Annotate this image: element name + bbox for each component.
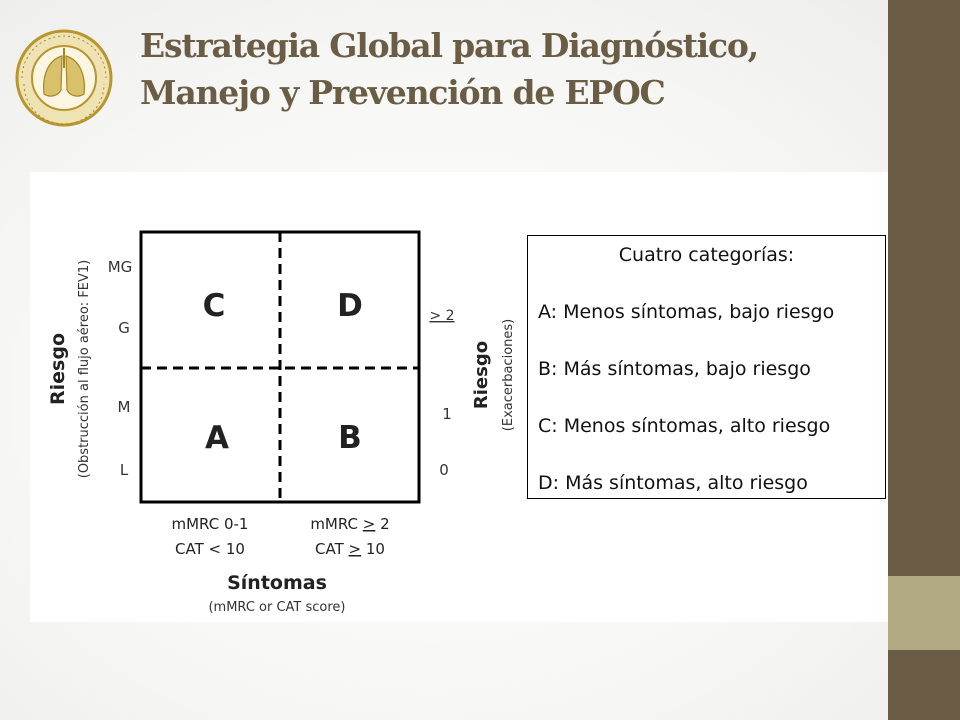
legend-box [527, 235, 886, 499]
right-level-2: > 2 [429, 308, 455, 324]
quadrant-d: D [337, 288, 363, 324]
quadrant-a: A [205, 420, 229, 456]
left-level-l: L [119, 461, 129, 479]
bottom-col1-line1: mMRC 0-1 [171, 515, 249, 533]
sidebar-accent-block [888, 576, 960, 650]
quadrant-c: C [202, 288, 226, 324]
bottom-col1-line2: CAT < 10 [175, 540, 245, 558]
bottom-col2-line2 [315, 540, 385, 558]
bottom-col2-line2-prefix: CAT [315, 540, 349, 558]
bottom-col2-line1-value: 2 [375, 515, 390, 533]
gold-abcd-figure [30, 172, 888, 622]
quadrant-b: B [338, 420, 362, 456]
title-line-1: Estrategia Global para Diagnóstico, [140, 26, 758, 65]
right-axis-subtitle: (Exacerbaciones) [501, 318, 516, 432]
legend-item-c: C: Menos síntomas, alto riesgo [538, 415, 831, 437]
left-level-mg: MG [107, 258, 133, 276]
title-line-2: Manejo y Prevención de EPOC [140, 73, 665, 112]
left-axis-subtitle: (Obstrucción al flujo aéreo: FEV1) [77, 259, 92, 479]
right-level-0: 0 [439, 461, 449, 479]
right-axis-title: Riesgo [471, 340, 492, 410]
right-level-1: 1 [442, 405, 452, 423]
bottom-axis-subtitle: (mMRC or CAT score) [208, 600, 346, 615]
bottom-axis-title: Síntomas [227, 572, 327, 594]
gold-logo-icon [14, 28, 114, 128]
bottom-col2-line1 [310, 515, 389, 533]
bottom-col2-line2-value: 10 [361, 540, 385, 558]
legend-item-b: B: Más síntomas, bajo riesgo [538, 358, 811, 380]
bottom-col2-line1-symbol: > [362, 515, 376, 533]
legend-item-a: A: Menos síntomas, bajo riesgo [538, 301, 835, 323]
legend-item-d: D: Más síntomas, alto riesgo [538, 472, 808, 494]
left-level-g: G [118, 319, 130, 337]
bottom-col2-line1-prefix: mMRC [310, 515, 363, 533]
left-level-m: M [117, 398, 131, 416]
left-axis-title: Riesgo [47, 333, 69, 405]
legend-title: Cuatro categorías: [618, 244, 795, 266]
bottom-col2-line2-symbol: > [348, 540, 362, 558]
slide-title [140, 22, 860, 116]
